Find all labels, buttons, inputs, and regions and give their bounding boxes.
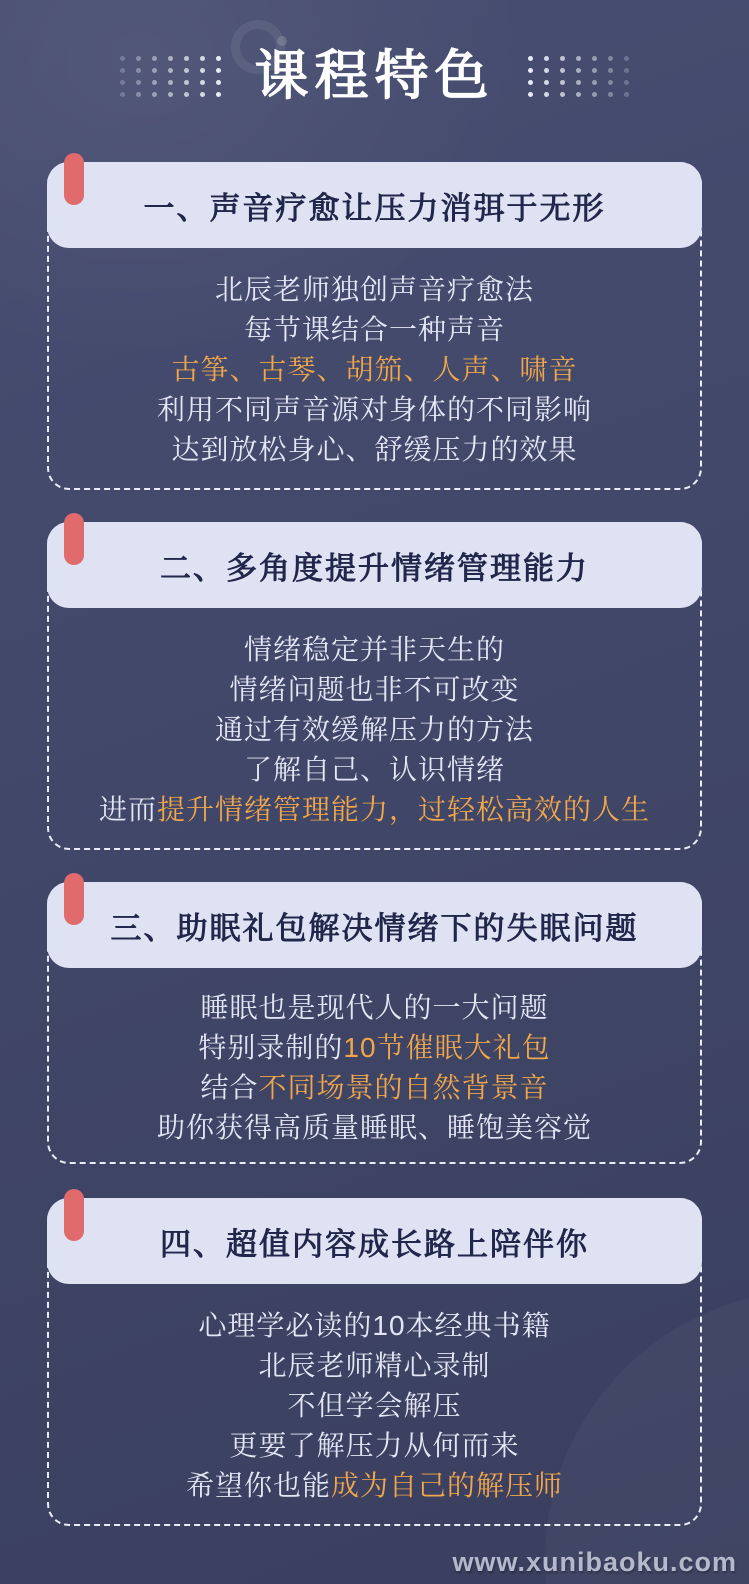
- text-segment: 情绪稳定并非天生的: [243, 634, 505, 665]
- text-segment: 睡眠也是现代人的一大问题: [200, 992, 549, 1023]
- dot: [592, 56, 597, 61]
- dot: [608, 68, 613, 73]
- dot: [576, 56, 581, 61]
- dot: [216, 80, 221, 85]
- section-card-3: [47, 882, 702, 1164]
- section-body: [49, 248, 700, 488]
- body-line: [57, 710, 692, 750]
- section-heading: 二、多角度提升情绪管理能力: [160, 550, 589, 586]
- body-line: [57, 1108, 692, 1148]
- section-heading: 三、助眠礼包解决情绪下的失眠问题: [110, 910, 639, 946]
- dot: [168, 80, 173, 85]
- body-line: [57, 1466, 692, 1506]
- text-segment: 不但学会解压: [287, 1390, 462, 1421]
- body-line: [57, 988, 692, 1028]
- text-segment: 助你获得高质量睡眠、睡饱美容觉: [156, 1112, 592, 1143]
- body-line: [57, 1346, 692, 1386]
- text-segment: 达到放松身心、舒缓压力的效果: [171, 434, 578, 465]
- header: [0, 0, 749, 108]
- dot: [200, 68, 205, 73]
- accent-text-segment: 提升情绪管理能力，过轻松高效的人生: [157, 794, 651, 825]
- dot: [136, 92, 141, 97]
- dot: [120, 92, 125, 97]
- section-body: [49, 608, 700, 848]
- body-line: [57, 670, 692, 710]
- dot: [216, 92, 221, 97]
- dot: [624, 92, 629, 97]
- section-card-2: [47, 522, 702, 850]
- accent-pill: [64, 153, 84, 205]
- body-line: [57, 390, 692, 430]
- body-line: [57, 1386, 692, 1426]
- dot: [576, 92, 581, 97]
- dot: [544, 56, 549, 61]
- text-segment: 心理学必读的10本经典书籍: [198, 1310, 551, 1341]
- dot: [200, 92, 205, 97]
- dot: [528, 80, 533, 85]
- dot: [216, 56, 221, 61]
- text-segment: 北辰老师独创声音疗愈法: [214, 274, 534, 305]
- dot: [544, 80, 549, 85]
- dot: [120, 56, 125, 61]
- dot: [592, 80, 597, 85]
- accent-text-segment: 10节催眠大礼包: [343, 1032, 551, 1063]
- dot: [608, 92, 613, 97]
- text-segment: 情绪问题也非不可改变: [229, 674, 520, 705]
- dot: [592, 68, 597, 73]
- dot: [184, 68, 189, 73]
- body-line: [57, 750, 692, 790]
- dot: [136, 68, 141, 73]
- dot: [560, 80, 565, 85]
- text-segment: 特别录制的: [198, 1032, 344, 1063]
- text-segment: 更要了解压力从何而来: [229, 1430, 520, 1461]
- accent-text-segment: 成为自己的解压师: [331, 1470, 564, 1501]
- dot: [544, 92, 549, 97]
- dot: [168, 92, 173, 97]
- text-segment: 结合: [200, 1072, 259, 1103]
- dot: [624, 80, 629, 85]
- text-segment: 了解自己、认识情绪: [243, 754, 505, 785]
- dot: [184, 92, 189, 97]
- dot: [168, 68, 173, 73]
- section-card-1: [47, 162, 702, 490]
- text-segment: 希望你也能: [185, 1470, 331, 1501]
- dot: [200, 80, 205, 85]
- body-line: [57, 430, 692, 470]
- dot: [608, 56, 613, 61]
- sections-container: [0, 162, 749, 1526]
- text-segment: 北辰老师精心录制: [258, 1350, 491, 1381]
- body-line: [57, 1426, 692, 1466]
- dot: [120, 80, 125, 85]
- text-segment: 进而: [98, 794, 157, 825]
- text-segment: 每节课结合一种声音: [243, 314, 505, 345]
- dot: [624, 56, 629, 61]
- body-line: [57, 630, 692, 670]
- accent-text-segment: 古筝、古琴、胡笳、人声、啸音: [171, 354, 578, 385]
- dot: [608, 80, 613, 85]
- dot: [136, 56, 141, 61]
- dot: [624, 68, 629, 73]
- text-segment: 利用不同声音源对身体的不同影响: [156, 394, 592, 425]
- dot: [216, 68, 221, 73]
- section-heading: 四、超值内容成长路上陪伴你: [160, 1226, 589, 1262]
- dot: [544, 68, 549, 73]
- section-heading: 一、声音疗愈让压力消弭于无形: [143, 190, 606, 226]
- dot: [184, 56, 189, 61]
- body-line: [57, 1068, 692, 1108]
- dot: [560, 68, 565, 73]
- dot: [120, 68, 125, 73]
- accent-pill: [64, 1189, 84, 1241]
- section-header-banner: [47, 882, 702, 968]
- section-card-4: [47, 1198, 702, 1526]
- section-body: [49, 1284, 700, 1524]
- dot: [184, 80, 189, 85]
- dot: [200, 56, 205, 61]
- site-watermark: www.xunibaoku.com: [452, 1547, 737, 1577]
- section-header-banner: [47, 522, 702, 608]
- body-line: [57, 1028, 692, 1068]
- section-header-banner: [47, 162, 702, 248]
- dot: [576, 68, 581, 73]
- dot: [152, 92, 157, 97]
- dot: [560, 56, 565, 61]
- body-line: [57, 310, 692, 350]
- dot: [136, 80, 141, 85]
- dot-grid-right-icon: [523, 52, 635, 100]
- dot: [592, 92, 597, 97]
- dot: [576, 80, 581, 85]
- body-line: [57, 270, 692, 310]
- dot: [152, 56, 157, 61]
- dot: [528, 92, 533, 97]
- dot-grid-left-icon: [115, 52, 227, 100]
- dot: [168, 56, 173, 61]
- body-line: [57, 790, 692, 830]
- accent-text-segment: 不同场景的自然背景音: [258, 1072, 549, 1103]
- page-title: 课程特色: [254, 46, 495, 106]
- dot: [560, 92, 565, 97]
- accent-pill: [64, 873, 84, 925]
- text-segment: 通过有效缓解压力的方法: [214, 714, 534, 745]
- body-line: [57, 350, 692, 390]
- dot: [152, 68, 157, 73]
- body-line: [57, 1306, 692, 1346]
- section-body: [49, 968, 700, 1162]
- dot: [528, 56, 533, 61]
- accent-pill: [64, 513, 84, 565]
- dot: [152, 80, 157, 85]
- dot: [528, 68, 533, 73]
- section-header-banner: [47, 1198, 702, 1284]
